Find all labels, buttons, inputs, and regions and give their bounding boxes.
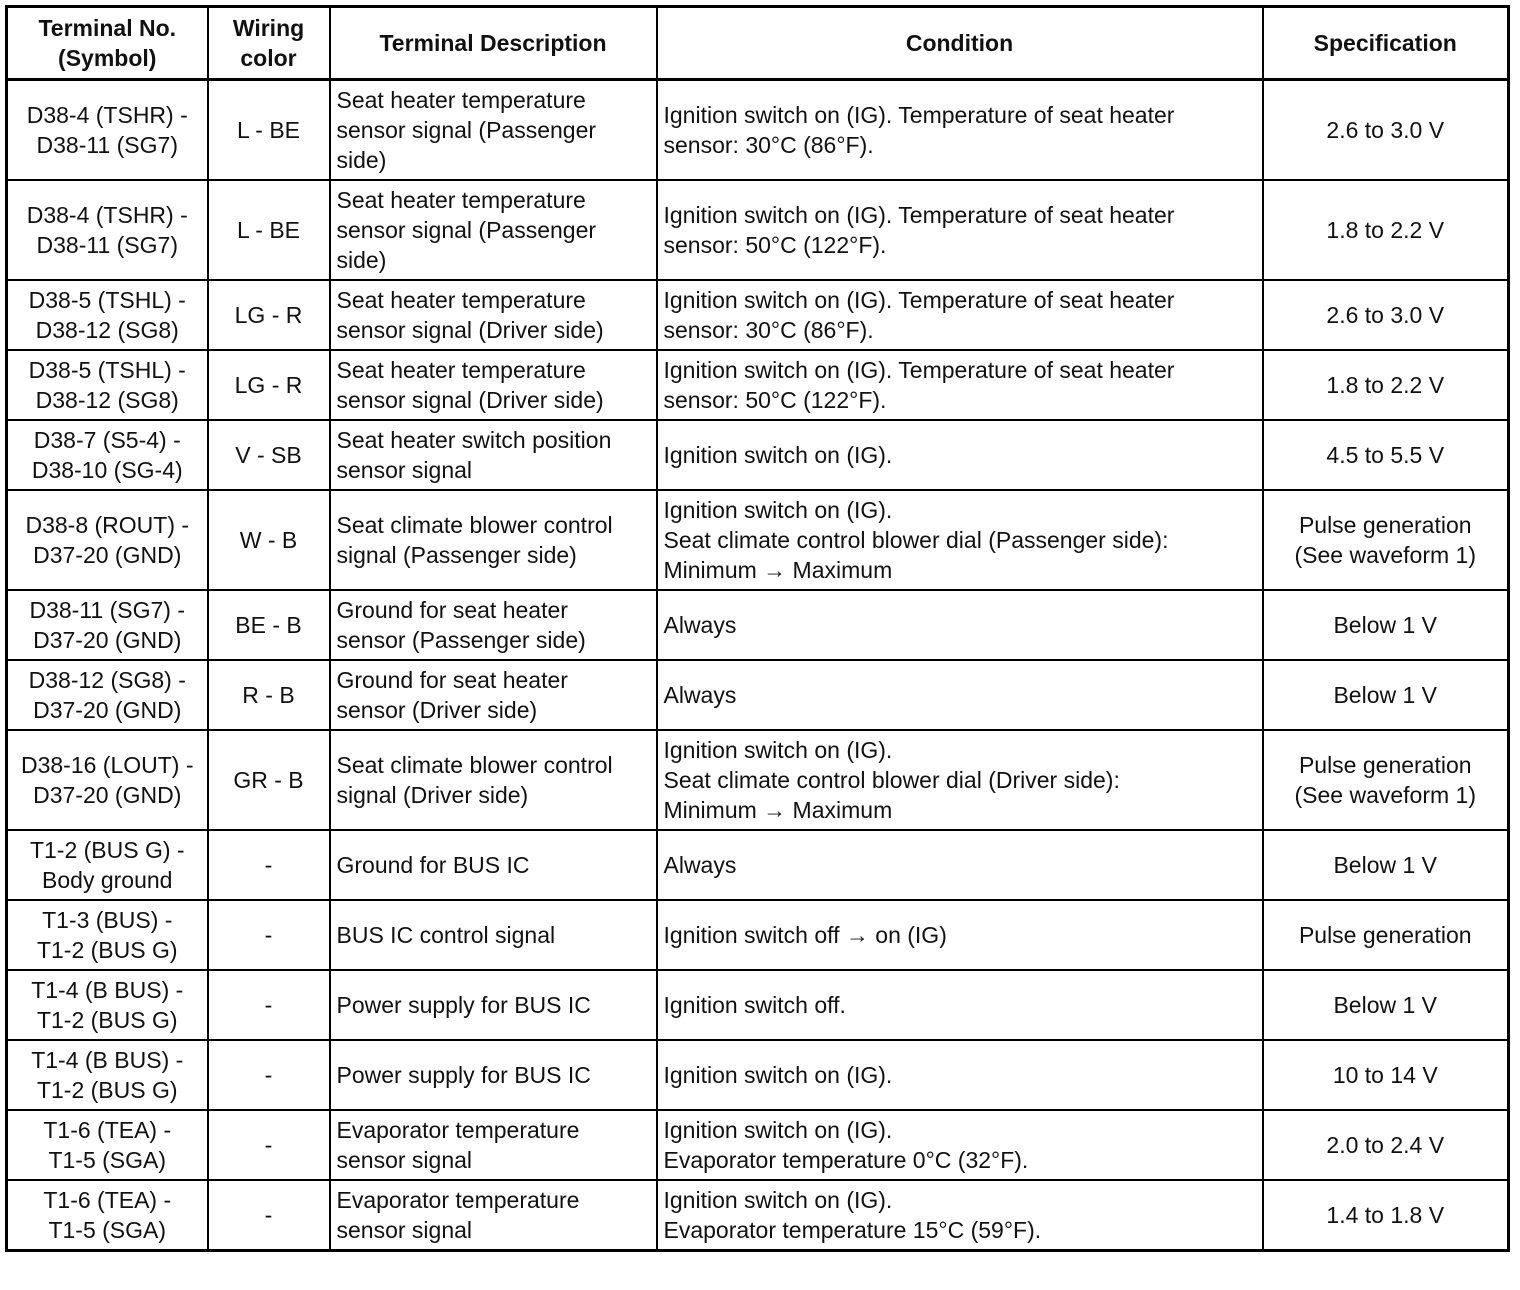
wiring-cell: BE - B xyxy=(208,590,330,660)
terminal-spec-table xyxy=(5,5,1510,1252)
specification-cell: 2.0 to 2.4 V xyxy=(1263,1110,1509,1180)
specification-cell: 4.5 to 5.5 V xyxy=(1263,420,1509,490)
header-wiring-color: Wiring color xyxy=(208,7,330,80)
wiring-cell: - xyxy=(208,1180,330,1251)
description-cell: Seat climate blower control signal (Driver side) xyxy=(330,730,657,830)
condition-cell: Ignition switch on (IG). Seat climate control blower dial (Driver side): Minimum → Maximum xyxy=(657,730,1263,830)
terminal-cell: T1-6 (TEA) - T1-5 (SGA) xyxy=(7,1110,208,1180)
header-terminal: Terminal No. (Symbol) xyxy=(7,7,208,80)
table-row xyxy=(7,590,1509,660)
terminal-cell: T1-4 (B BUS) - T1-2 (BUS G) xyxy=(7,970,208,1040)
description-cell: BUS IC control signal xyxy=(330,900,657,970)
terminal-cell: D38-5 (TSHL) - D38-12 (SG8) xyxy=(7,280,208,350)
wiring-cell: - xyxy=(208,970,330,1040)
condition-cell: Ignition switch off → on (IG) xyxy=(657,900,1263,970)
specification-cell: Below 1 V xyxy=(1263,830,1509,900)
specification-cell: 10 to 14 V xyxy=(1263,1040,1509,1110)
description-cell: Ground for seat heater sensor (Passenger side) xyxy=(330,590,657,660)
condition-cell: Ignition switch on (IG). Seat climate control blower dial (Passenger side): Minimum → Maximum xyxy=(657,490,1263,590)
terminal-cell: D38-4 (TSHR) - D38-11 (SG7) xyxy=(7,80,208,181)
condition-cell: Always xyxy=(657,590,1263,660)
condition-cell: Ignition switch on (IG). Temperature of seat heater sensor: 50°C (122°F). xyxy=(657,180,1263,280)
description-cell: Seat heater temperature sensor signal (Driver side) xyxy=(330,280,657,350)
terminal-cell: D38-5 (TSHL) - D38-12 (SG8) xyxy=(7,350,208,420)
table-row xyxy=(7,660,1509,730)
header-specification: Specification xyxy=(1263,7,1509,80)
specification-cell: 2.6 to 3.0 V xyxy=(1263,80,1509,181)
specification-cell: Below 1 V xyxy=(1263,660,1509,730)
wiring-cell: LG - R xyxy=(208,350,330,420)
terminal-cell: T1-4 (B BUS) - T1-2 (BUS G) xyxy=(7,1040,208,1110)
specification-cell: 2.6 to 3.0 V xyxy=(1263,280,1509,350)
wiring-cell: R - B xyxy=(208,660,330,730)
specification-cell: 1.8 to 2.2 V xyxy=(1263,350,1509,420)
specification-cell: Below 1 V xyxy=(1263,970,1509,1040)
description-cell: Ground for seat heater sensor (Driver side) xyxy=(330,660,657,730)
description-cell: Power supply for BUS IC xyxy=(330,970,657,1040)
header-condition: Condition xyxy=(657,7,1263,80)
terminal-cell: D38-12 (SG8) - D37-20 (GND) xyxy=(7,660,208,730)
terminal-cell: D38-11 (SG7) - D37-20 (GND) xyxy=(7,590,208,660)
wiring-cell: V - SB xyxy=(208,420,330,490)
table-row xyxy=(7,900,1509,970)
specification-cell: Pulse generation (See waveform 1) xyxy=(1263,730,1509,830)
condition-cell: Ignition switch on (IG). xyxy=(657,420,1263,490)
table-row xyxy=(7,420,1509,490)
table-row xyxy=(7,280,1509,350)
table-row xyxy=(7,970,1509,1040)
description-cell: Seat heater temperature sensor signal (Driver side) xyxy=(330,350,657,420)
table-row xyxy=(7,1180,1509,1251)
condition-cell: Always xyxy=(657,660,1263,730)
table-row xyxy=(7,80,1509,181)
description-cell: Seat heater temperature sensor signal (Passenger side) xyxy=(330,180,657,280)
wiring-cell: - xyxy=(208,900,330,970)
terminal-cell: T1-6 (TEA) - T1-5 (SGA) xyxy=(7,1180,208,1251)
terminal-cell: D38-4 (TSHR) - D38-11 (SG7) xyxy=(7,180,208,280)
wiring-cell: - xyxy=(208,1040,330,1110)
table-row xyxy=(7,180,1509,280)
wiring-cell: L - BE xyxy=(208,180,330,280)
condition-cell: Ignition switch on (IG). Temperature of seat heater sensor: 50°C (122°F). xyxy=(657,350,1263,420)
wiring-cell: W - B xyxy=(208,490,330,590)
table-row xyxy=(7,730,1509,830)
condition-cell: Ignition switch on (IG). Temperature of seat heater sensor: 30°C (86°F). xyxy=(657,80,1263,181)
terminal-cell: D38-7 (S5-4) - D38-10 (SG-4) xyxy=(7,420,208,490)
description-cell: Evaporator temperature sensor signal xyxy=(330,1180,657,1251)
wiring-cell: - xyxy=(208,830,330,900)
specification-cell: Below 1 V xyxy=(1263,590,1509,660)
specification-cell: Pulse generation (See waveform 1) xyxy=(1263,490,1509,590)
terminal-cell: D38-8 (ROUT) - D37-20 (GND) xyxy=(7,490,208,590)
condition-cell: Ignition switch on (IG). xyxy=(657,1040,1263,1110)
terminal-table-container xyxy=(5,5,1510,1252)
description-cell: Seat heater temperature sensor signal (Passenger side) xyxy=(330,80,657,181)
specification-cell: 1.4 to 1.8 V xyxy=(1263,1180,1509,1251)
description-cell: Seat heater switch position sensor signal xyxy=(330,420,657,490)
wiring-cell: GR - B xyxy=(208,730,330,830)
table-row xyxy=(7,1110,1509,1180)
table-row xyxy=(7,490,1509,590)
header-terminal-description: Terminal Description xyxy=(330,7,657,80)
condition-cell: Ignition switch on (IG). Evaporator temperature 0°C (32°F). xyxy=(657,1110,1263,1180)
terminal-cell: D38-16 (LOUT) - D37-20 (GND) xyxy=(7,730,208,830)
description-cell: Power supply for BUS IC xyxy=(330,1040,657,1110)
condition-cell: Ignition switch on (IG). Temperature of seat heater sensor: 30°C (86°F). xyxy=(657,280,1263,350)
table-row xyxy=(7,350,1509,420)
condition-cell: Ignition switch off. xyxy=(657,970,1263,1040)
wiring-cell: L - BE xyxy=(208,80,330,181)
description-cell: Seat climate blower control signal (Passenger side) xyxy=(330,490,657,590)
condition-cell: Ignition switch on (IG). Evaporator temperature 15°C (59°F). xyxy=(657,1180,1263,1251)
wiring-cell: LG - R xyxy=(208,280,330,350)
specification-cell: Pulse generation xyxy=(1263,900,1509,970)
header-row xyxy=(7,7,1509,80)
description-cell: Evaporator temperature sensor signal xyxy=(330,1110,657,1180)
terminal-cell: T1-3 (BUS) - T1-2 (BUS G) xyxy=(7,900,208,970)
table-row xyxy=(7,830,1509,900)
table-row xyxy=(7,1040,1509,1110)
description-cell: Ground for BUS IC xyxy=(330,830,657,900)
terminal-cell: T1-2 (BUS G) - Body ground xyxy=(7,830,208,900)
specification-cell: 1.8 to 2.2 V xyxy=(1263,180,1509,280)
condition-cell: Always xyxy=(657,830,1263,900)
wiring-cell: - xyxy=(208,1110,330,1180)
